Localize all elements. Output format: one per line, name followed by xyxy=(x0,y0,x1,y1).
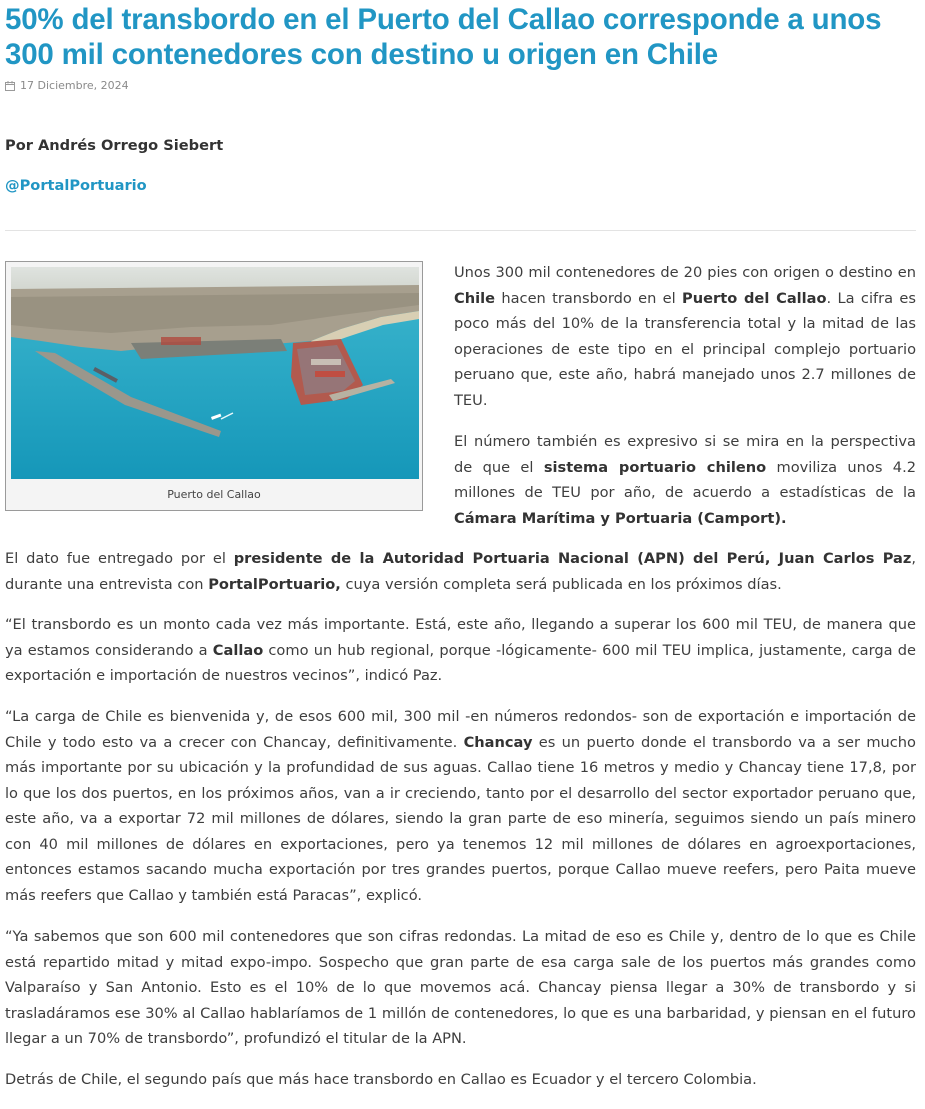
paragraph-3: El dato fue entregado por el presidente de la Autoridad Portuaria Nacional (APN) del Perú, Juan Carlos Paz, durante una entrevista con PortalPortuario, cuya versión completa será publicada en los próximos días. xyxy=(5,550,916,593)
article-title: 50% del transbordo en el Puerto del Callao corresponde a unos 300 mil contenedores con destino u origen en Chile xyxy=(5,3,882,71)
article-date xyxy=(5,79,129,92)
paragraph-1: Unos 300 mil contenedores de 20 pies con origen o destino en Chile hacen transbordo en el Puerto del Callao. La cifra es poco más del 10% de la transferencia total y la mitad de las operaciones de este tipo en el principal complejo portuario peruano que, este año, habrá manejado unos 2.7 millones de TEU. xyxy=(454,264,916,409)
author-handle-link[interactable]: @PortalPortuario xyxy=(5,177,147,194)
paragraph-6: “Ya sabemos que son 600 mil contenedores que son cifras redondas. La mitad de eso es Chile y, dentro de lo que es Chile está repartido mitad y mitad expo-impo. Sospecho que gran parte de esa carga sale de los puertos más grandes como Valparaíso y San Antonio. Esto es el 10% de lo que movemos acá. Chancay piensa llegar a 30% de transbordo y si trasladáramos ese 30% al Callao hablaríamos de 1 millón de contenedores, lo que es una barbaridad, y piensan en el futuro llegar a un 70% de transbordo”, profundizó el titular de la APN. xyxy=(5,928,916,1047)
header-divider xyxy=(5,230,916,231)
figure-caption: Puerto del Callao xyxy=(167,488,261,501)
article-author: Por Andrés Orrego Siebert xyxy=(5,137,224,154)
article-figure xyxy=(5,261,423,511)
paragraph-4: “El transbordo es un monto cada vez más importante. Está, este año, llegando a superar los 600 mil TEU, de manera que ya estamos considerando a Callao como un hub regional, porque -lógicamente- 600 mil TEU implica, justamente, carga de exportación e importación de nuestros vecinos”, indicó Paz. xyxy=(5,616,916,684)
paragraph-2: El número también es expresivo si se mira en la perspectiva de que el sistema portuario chileno moviliza unos 4.2 millones de TEU por año, de acuerdo a estadísticas de la Cámara Marítima y Portuaria (Camport). xyxy=(454,433,916,527)
calendar-icon xyxy=(5,81,15,91)
date-text: 17 Diciembre, 2024 xyxy=(20,79,129,92)
paragraph-5: “La carga de Chile es bienvenida y, de esos 600 mil, 300 mil -en números redondos- son de exportación e importación de Chile y todo esto va a crecer con Chancay, definitivamente. Chancay es un puerto donde el transbordo va a ser mucho más importante por su ubicación y la profundidad de sus aguas. Callao tiene 16 metros y medio y Chancay tiene 17,8, por lo que los dos puertos, en los próximos años, van a ir creciendo, tanto por el desarrollo del sector exportador peruano que, este año, va a exportar 72 mil millones de dólares, siendo la gran parte de eso minería, seguimos siendo un país minero con 40 mil millones de dólares en exportaciones, pero ya tenemos 12 mil millones de dólares en agroexportaciones, entonces estamos sacando mucha exportación por tres grandes puertos, porque Callao mueve reefers, pero Paita mueve más reefers que Callao y también está Paracas”, explicó. xyxy=(5,708,916,904)
port-aerial-photo[interactable] xyxy=(11,267,419,479)
paragraph-7: Detrás de Chile, el segundo país que más hace transbordo en Callao es Ecuador y el tercero Colombia. xyxy=(5,1071,757,1088)
